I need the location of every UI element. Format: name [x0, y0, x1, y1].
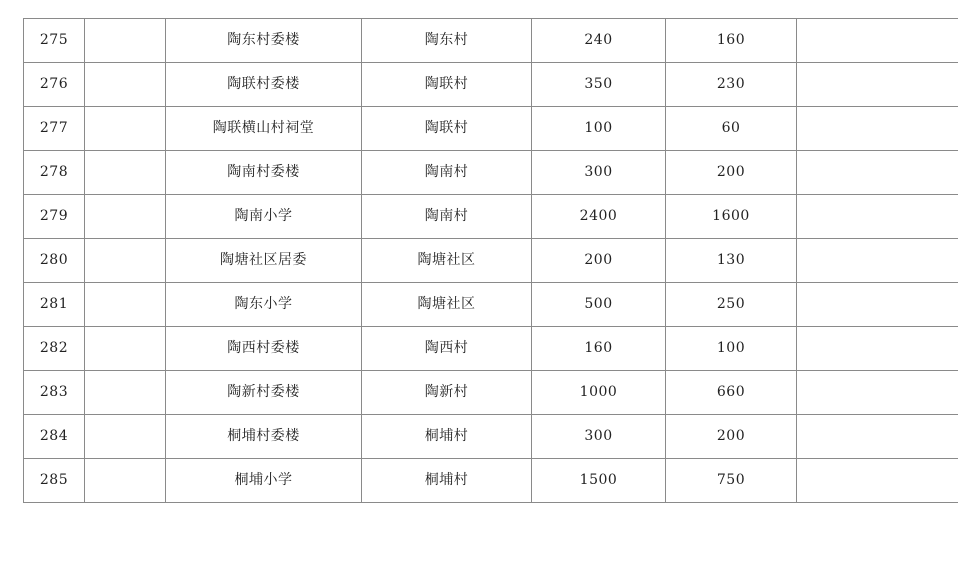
cell-name: 陶东小学 [166, 283, 362, 327]
cell-index: 279 [24, 195, 85, 239]
cell-value1: 1500 [532, 459, 666, 503]
cell-name: 陶联村委楼 [166, 63, 362, 107]
cell-value2: 750 [666, 459, 797, 503]
cell-value1: 2400 [532, 195, 666, 239]
cell-blank [85, 239, 166, 283]
table-body [24, 19, 958, 503]
cell-location: 陶联村 [362, 63, 532, 107]
cell-value2: 130 [666, 239, 797, 283]
cell-name: 陶塘社区居委 [166, 239, 362, 283]
cell-blank [85, 151, 166, 195]
cell-tail [797, 239, 958, 283]
cell-tail [797, 371, 958, 415]
table-row [24, 63, 958, 107]
cell-value1: 350 [532, 63, 666, 107]
cell-location: 陶联村 [362, 107, 532, 151]
cell-name: 桐埔小学 [166, 459, 362, 503]
cell-tail [797, 327, 958, 371]
table-container [23, 18, 935, 503]
cell-name: 陶联横山村祠堂 [166, 107, 362, 151]
cell-blank [85, 107, 166, 151]
cell-tail [797, 283, 958, 327]
cell-blank [85, 63, 166, 107]
cell-name: 陶南小学 [166, 195, 362, 239]
cell-index: 276 [24, 63, 85, 107]
table-row [24, 283, 958, 327]
cell-value1: 1000 [532, 371, 666, 415]
cell-value2: 100 [666, 327, 797, 371]
cell-location: 桐埔村 [362, 415, 532, 459]
table-row [24, 195, 958, 239]
cell-value2: 200 [666, 415, 797, 459]
cell-blank [85, 283, 166, 327]
data-table [23, 18, 958, 503]
cell-location: 陶塘社区 [362, 239, 532, 283]
cell-index: 280 [24, 239, 85, 283]
cell-index: 285 [24, 459, 85, 503]
cell-index: 284 [24, 415, 85, 459]
cell-blank [85, 459, 166, 503]
cell-location: 陶东村 [362, 19, 532, 63]
cell-name: 桐埔村委楼 [166, 415, 362, 459]
cell-index: 278 [24, 151, 85, 195]
cell-value2: 250 [666, 283, 797, 327]
cell-index: 277 [24, 107, 85, 151]
table-row [24, 151, 958, 195]
cell-value2: 1600 [666, 195, 797, 239]
cell-tail [797, 63, 958, 107]
cell-location: 陶西村 [362, 327, 532, 371]
cell-value1: 240 [532, 19, 666, 63]
cell-value2: 660 [666, 371, 797, 415]
cell-value2: 230 [666, 63, 797, 107]
table-row [24, 327, 958, 371]
cell-index: 281 [24, 283, 85, 327]
cell-blank [85, 327, 166, 371]
cell-value1: 160 [532, 327, 666, 371]
cell-value1: 200 [532, 239, 666, 283]
table-row [24, 459, 958, 503]
cell-tail [797, 151, 958, 195]
cell-value1: 300 [532, 415, 666, 459]
table-row [24, 19, 958, 63]
table-row [24, 107, 958, 151]
cell-tail [797, 415, 958, 459]
cell-value1: 500 [532, 283, 666, 327]
cell-value2: 200 [666, 151, 797, 195]
cell-tail [797, 19, 958, 63]
cell-value2: 60 [666, 107, 797, 151]
cell-name: 陶东村委楼 [166, 19, 362, 63]
cell-blank [85, 195, 166, 239]
table-row [24, 415, 958, 459]
cell-index: 283 [24, 371, 85, 415]
cell-location: 陶南村 [362, 151, 532, 195]
cell-tail [797, 107, 958, 151]
cell-value1: 300 [532, 151, 666, 195]
cell-blank [85, 415, 166, 459]
cell-index: 275 [24, 19, 85, 63]
cell-value1: 100 [532, 107, 666, 151]
cell-tail [797, 459, 958, 503]
table-row [24, 239, 958, 283]
cell-name: 陶南村委楼 [166, 151, 362, 195]
cell-name: 陶新村委楼 [166, 371, 362, 415]
cell-blank [85, 371, 166, 415]
cell-index: 282 [24, 327, 85, 371]
table-row [24, 371, 958, 415]
cell-location: 陶塘社区 [362, 283, 532, 327]
cell-location: 桐埔村 [362, 459, 532, 503]
cell-tail [797, 195, 958, 239]
cell-location: 陶南村 [362, 195, 532, 239]
cell-blank [85, 19, 166, 63]
cell-location: 陶新村 [362, 371, 532, 415]
cell-name: 陶西村委楼 [166, 327, 362, 371]
cell-value2: 160 [666, 19, 797, 63]
